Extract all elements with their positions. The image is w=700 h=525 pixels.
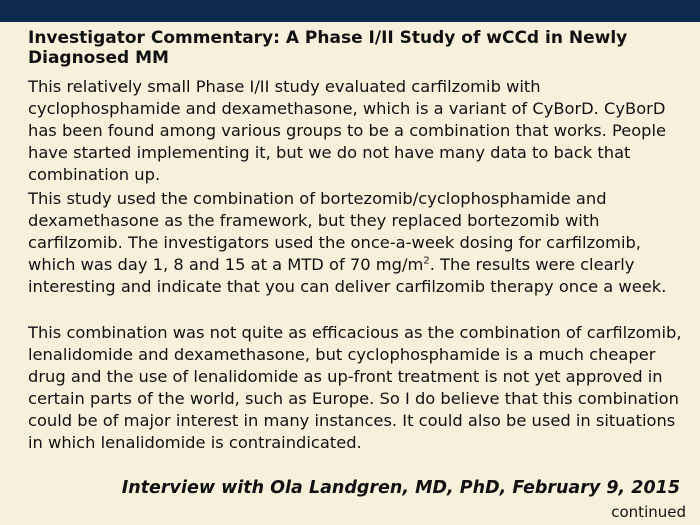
top-banner-bar: [0, 0, 700, 22]
superscript-2: 2: [423, 255, 430, 267]
paragraph-2-text-a: This study used the combination of bortezomib/cyclophosphamide and dexamethasone as the framework, but they replaced bortezomib with carfilzomib. The investigators used the once-a-week dosing for carfilzomib, which was day 1, 8 and 15 at a MTD of 70 mg/m: [28, 189, 641, 274]
paragraph-2: [28, 188, 683, 298]
paragraph-1: This relatively small Phase I/II study evaluated carfilzomib with cyclophosphamide and dexamethasone, which is a variant of CyBorD. CyBorD has been found among various groups to be a combination that works. People have started implementing it, but we do not have many data to back that combination up.: [28, 77, 667, 184]
paragraph-2-text-b: . The results were clearly interesting and indicate that you can deliver carfilzomib therapy once a week.: [28, 255, 667, 296]
paragraph-3: This combination was not quite as efficacious as the combination of carfilzomib, lenalidomide and dexamethasone, but cyclophosphamide is a much cheaper drug and the use of lenalidomide as up-front treatment is not yet approved in certain parts of the world, such as Europe. So I do believe that this combination could be of major interest in many instances. It could also be used in situations in which lenalidomide is contraindicated.: [28, 323, 682, 452]
interview-attribution: Interview with Ola Landgren, MD, PhD, February 9, 2015: [121, 478, 680, 498]
slide-title: Investigator Commentary: A Phase I/II Study of wCCd in Newly Diagnosed MM: [28, 28, 628, 68]
continued-label: continued: [611, 503, 686, 521]
